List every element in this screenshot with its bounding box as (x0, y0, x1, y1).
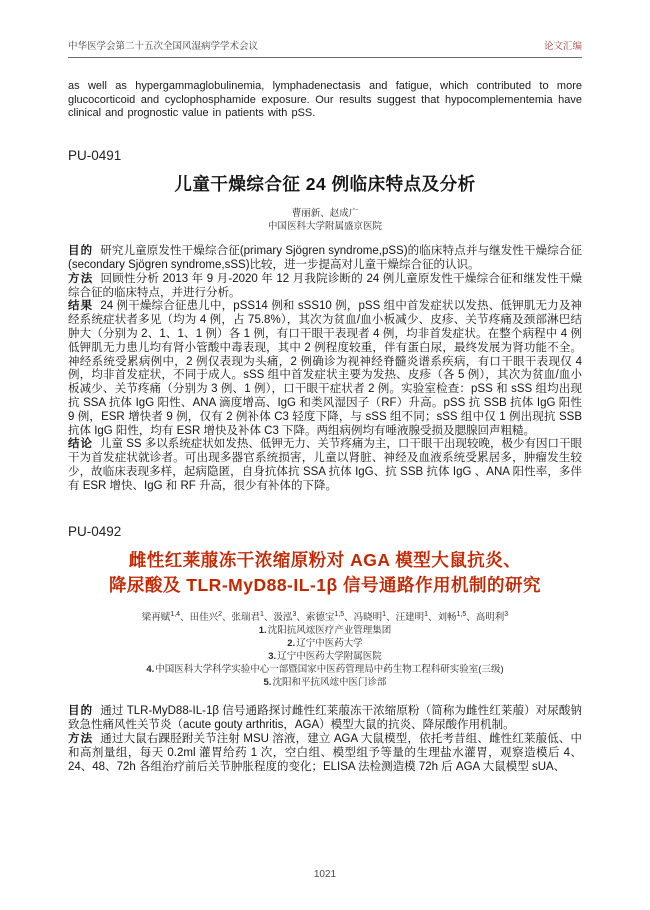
author-separator: 、 (344, 612, 354, 624)
section-text: 儿童 SS 多以系统症状如发热、低钾无力、关节疼痛为主，口干眼干出现较晚，极少有因口干眼干为首发症状就诊者。可出现多器官系统损害，儿童以肾脏、神经及血液系统受累居多，肿瘤发生较少，故临床表现多样，起病隐匿，自身抗体抗 SSA 抗体 IgG、抗 SSB 抗体 IgG 、ANA 阳性率，多伴有 ESR 增快、IgG 和 RF 升高，很少有补体的下降。 (68, 438, 582, 492)
affiliation-line: 中国医科大学附属盛京医院 (267, 221, 382, 233)
author-separator: 、 (386, 612, 396, 624)
section-label: 方法 (68, 272, 94, 285)
affiliation-text: 辽宁中医药大学 (296, 638, 363, 650)
section-text: 通过 TLR-MyD88-IL-1β 信号通路探讨雌性红莱菔冻干浓缩原粉（简称为雌性红莱菔）对尿酸钠致急性痛风性关节炎（acute gouty arthritis，AGA）模型大鼠的抗炎、降尿酸作用机制。 (68, 705, 582, 732)
section-text: 通过大鼠右踝胫跗关节注射 MSU 溶液，建立 AGA 大鼠模型，依托考昔组、雌性红莱菔低、中和高剂量组，每天 0.2ml 灌胃给药 1 次，空白组、模型组予等量的生理盐水灌胃，观察造模后 4、24、48、72h 各组治疗前后关节肿胀程度的变化；ELISA 法检测造模 72h 后 AGA 大鼠模型 sUA、 (68, 733, 583, 773)
section-methods (68, 733, 582, 774)
abstract-continuation-paragraph: as well as hypergammaglobulinemia, lymphadenectasis and fatigue, which contributed to more glucocorticoid and cyclophosphamide exposure. Our results suggest that hypocomplementemia have clinical and prognostic value in patients with pSS. (68, 80, 582, 120)
author (306, 612, 354, 623)
author-superscript: 3 (292, 611, 297, 619)
article-meta-pu0492 (68, 608, 582, 689)
section-objective (68, 245, 582, 273)
affiliation-number: 4. (146, 664, 155, 676)
author-name: 汪建明 (395, 612, 425, 624)
author-superscript: 1,5 (456, 611, 467, 619)
abstract-pu0492 (68, 524, 582, 775)
affiliation-number: 5. (263, 677, 272, 689)
author-superscript: 1 (260, 611, 264, 619)
affiliation-line (68, 676, 582, 689)
article-title-line1: 雌性红莱菔冻干浓缩原粉对 AGA 模型大鼠抗炎、 (128, 549, 522, 570)
author (232, 612, 274, 623)
section-results (68, 300, 582, 438)
article-title-pu0491: 儿童干燥综合征 24 例临床特点及分析 (174, 173, 476, 194)
author (142, 612, 190, 623)
section-label: 目的 (68, 245, 94, 258)
author-superscript: 2 (218, 611, 222, 619)
affiliation-line (68, 650, 582, 663)
author (273, 612, 305, 623)
author-separator: 、 (221, 612, 232, 624)
section-text: 24 例干燥综合征患儿中，pSS14 例和 sSS10 例，pSS 组中首发症状以发热、低钾肌无力及神经系统症状者多见（均为 4 例，占 75.8%），其次为贫血/血小板减少、皮疹、关节疼痛及颈部淋巴结肿大（分别为 2、1、1、1 例）各 1 例，有口干眼干表现者 4 例，均非首发症状。在整个病程中 4 例低钾肌无力患儿均有肾小管酸中毒表现，其中 2 例程度较重，伴有蛋白尿，最终发展为肾功能不全。神经系统受累病例中，2 例仅表现为头痛，2 例确诊为视神经脊髓炎谱系疾病，有口干眼干表现仅 4 例，均非首发症状，不同于成人。sSS 组中首发症状主要为发热、皮疹（各 5 例），其次为贫血/血小板减少、关节疼痛（分别为 3 例、1 例），口干眼干症状者 2 例。实验室检查：pSS 和 sSS 组均出现抗 SSA 抗体 IgG 阳性、ANA 滴度增高、IgG 和类风湿因子（RF）升高。pSS 抗 SSB 抗体 IgG 阳性 9 例，ESR 增快者 9 例，仅有 2 例补体 C3 轻度下降，与 sSS 组不同；sSS 组中仅 1 例出现抗 SSB 抗体 IgG 阳性，均有 ESR 增快及补体 C3 下降。两组病例均有唾液腺受损及腮腺回声粗糙。 (68, 300, 582, 437)
author-superscript: 3 (504, 611, 509, 619)
author-name: 刘畅 (437, 612, 457, 624)
author (476, 612, 508, 623)
article-meta-pu0491 (68, 207, 582, 233)
author-name: 冯晓明 (353, 612, 383, 624)
author (396, 612, 438, 623)
author-superscript: 1 (382, 611, 387, 619)
author-superscript: 1 (424, 611, 428, 619)
page-header (68, 38, 582, 58)
affiliation-number: 3. (268, 651, 277, 663)
author (354, 612, 396, 623)
affiliation-line (68, 637, 582, 650)
author-name: 汲泓 (273, 612, 293, 624)
page-number: 1021 (313, 869, 337, 880)
section-text: 研究儿童原发性干燥综合征(primary Sjögren syndrome,pSS)的临床特点并与继发性干燥综合征(secondary Sjögren syndrome,sSS)比较，进一步提高对儿童干燥综合征的认识。 (68, 245, 582, 271)
affiliation-text: 中国医科大学科学实验中心一部暨国家中医药管理局中药生物工程科研实验室(三级) (155, 664, 504, 676)
header-compilation-label: 论文汇编 (543, 41, 582, 52)
authors-line (68, 608, 582, 624)
author-separator: 、 (428, 612, 438, 624)
section-label: 目的 (68, 705, 94, 718)
article-title-pu0492 (68, 548, 582, 599)
section-text: 回顾性分析 2013 年 9 月-2020 年 12 月我院诊断的 24 例儿童原发性干燥综合征和继发性干燥综合征的临床特点，并进行分析。 (68, 272, 582, 299)
author-name: 高明利 (475, 612, 505, 624)
author-name: 田佳兴 (189, 612, 219, 624)
section-methods (68, 273, 582, 301)
affiliation-text: 辽宁中医药大学附属医院 (277, 651, 382, 663)
author-separator: 、 (180, 612, 190, 624)
author-superscript: 1,5 (334, 611, 345, 619)
section-conclusion (68, 438, 582, 493)
article-title-line2: 降尿酸及 TLR-MyD88-IL-1β 信号通路作用机制的研究 (108, 574, 542, 595)
abstract-body-pu0491 (68, 245, 582, 493)
abstract-body-pu0492 (68, 705, 582, 774)
affiliation-line (68, 624, 582, 637)
author-separator: 、 (466, 612, 476, 624)
author-separator: 、 (263, 612, 274, 624)
author (190, 612, 232, 623)
affiliation-number: 2. (287, 638, 296, 650)
author (438, 612, 476, 623)
author-name: 索德宝 (305, 612, 335, 624)
author-separator: 、 (296, 612, 306, 624)
section-label: 结果 (68, 300, 94, 313)
author-name: 张瑞君 (231, 612, 261, 624)
affiliation-text: 沈阳和平抗风竤中医门诊部 (272, 677, 387, 689)
article-id-pu0492: PU-0492 (68, 523, 122, 539)
authors-line: 曹丽新、赵成广 (291, 208, 359, 220)
affiliation-number: 1. (258, 625, 267, 637)
section-objective (68, 705, 582, 733)
section-label: 结论 (68, 438, 94, 451)
affiliation-line (68, 663, 582, 676)
section-label: 方法 (68, 733, 94, 745)
abstract-pu0491 (68, 148, 582, 494)
header-conference-title: 中华医学会第二十五次全国风湿病学学术会议 (68, 41, 259, 52)
article-id-pu0491: PU-0491 (68, 147, 122, 163)
affiliation-text: 沈阳抗风竤医疗产业管理集团 (267, 625, 392, 637)
author-name: 梁再赋 (141, 612, 171, 624)
author-superscript: 1,4 (170, 611, 181, 619)
